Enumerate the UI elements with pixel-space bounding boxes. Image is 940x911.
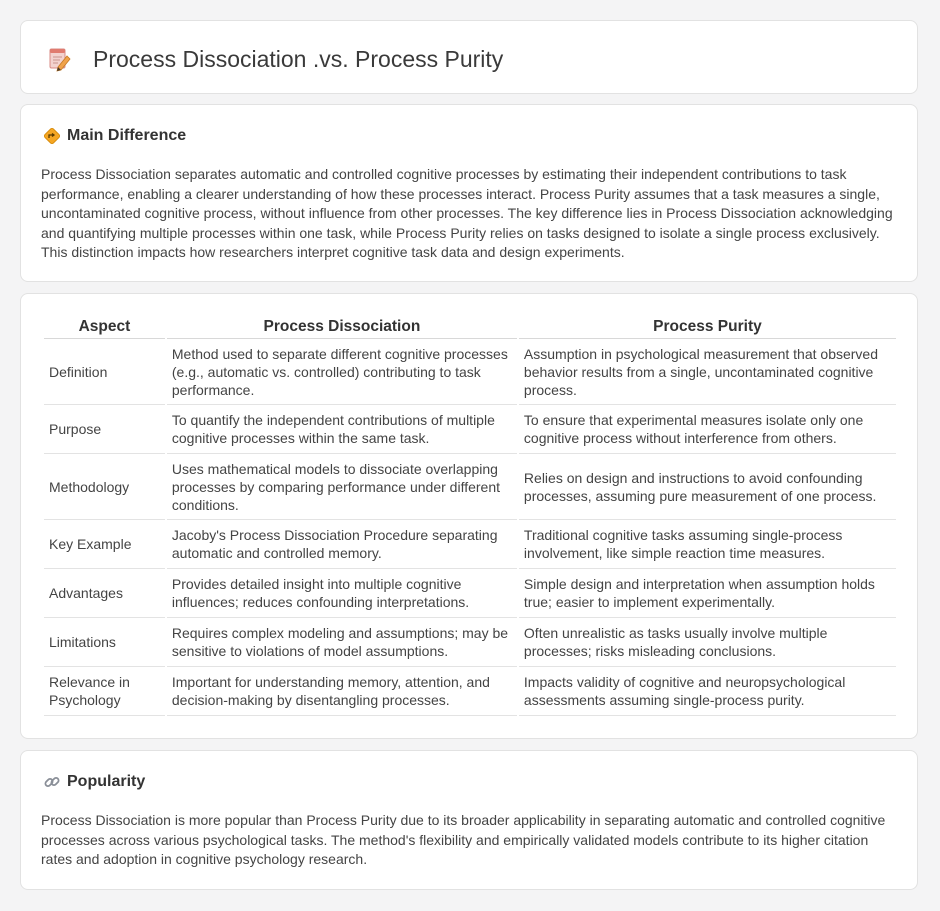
row-aspect: Purpose <box>44 405 165 454</box>
popularity-heading <box>43 773 145 791</box>
link-icon <box>43 773 61 791</box>
row-purity: Simple design and interpretation when assumption holds true; easier to implement experimentally. <box>519 569 896 618</box>
table-row <box>44 454 896 520</box>
row-purity: Assumption in psychological measurement that observed behavior results from a single, uncontaminated cognitive process. <box>519 339 896 405</box>
header-process-dissociation: Process Dissociation <box>167 316 517 339</box>
table-row <box>44 569 896 618</box>
row-aspect: Key Example <box>44 520 165 569</box>
table-row <box>44 618 896 667</box>
main-difference-heading <box>43 127 186 145</box>
row-aspect: Advantages <box>44 569 165 618</box>
header-aspect: Aspect <box>44 316 165 339</box>
row-purity: To ensure that experimental measures isolate only one cognitive process without interference from others. <box>519 405 896 454</box>
title-card <box>20 20 918 94</box>
row-dissociation: Provides detailed insight into multiple cognitive influences; reduces confounding interpretations. <box>167 569 517 618</box>
title-row <box>45 41 503 77</box>
notepad-pencil-icon <box>45 45 73 73</box>
table-header-row <box>44 316 896 339</box>
row-dissociation: Uses mathematical models to dissociate overlapping processes by comparing performance under different conditions. <box>167 454 517 520</box>
row-aspect: Relevance in Psychology <box>44 667 165 716</box>
diamond-directions-icon <box>43 127 61 145</box>
row-purity: Impacts validity of cognitive and neuropsychological assessments assuming single-process purity. <box>519 667 896 716</box>
main-difference-title: Main Difference <box>67 127 187 144</box>
row-aspect: Limitations <box>44 618 165 667</box>
comparison-table <box>42 316 898 716</box>
row-aspect: Methodology <box>44 454 165 520</box>
popularity-card <box>20 750 918 890</box>
main-difference-card <box>20 104 918 282</box>
row-dissociation: To quantify the independent contributions of multiple cognitive processes within the same task. <box>167 405 517 454</box>
table-row <box>44 339 896 405</box>
row-dissociation: Important for understanding memory, attention, and decision-making by disentangling processes. <box>167 667 517 716</box>
page-title: Process Dissociation .vs. Process Purity <box>93 45 504 72</box>
row-dissociation: Requires complex modeling and assumptions; may be sensitive to violations of model assumptions. <box>167 618 517 667</box>
main-difference-text: Process Dissociation separates automatic and controlled cognitive processes by estimating their independent contributions to task performance, enabling a clearer understanding of how these processes interact. Process Purity assumes that a task measures a single, uncontaminated cognitive process, without influence from other processes. The key difference lies in Process Dissociation acknowledging and quantifying multiple processes within one task, while Process Purity relies on tasks designed to isolate a single process exclusively. This distinction impacts how researchers interpret cognitive task data and design experiments. <box>41 166 893 261</box>
row-purity: Relies on design and instructions to avoid confounding processes, assuming pure measurement of one process. <box>519 454 896 520</box>
row-dissociation: Method used to separate different cognitive processes (e.g., automatic vs. controlled) contributing to task performance. <box>167 339 517 405</box>
row-purity: Often unrealistic as tasks usually involve multiple processes; risks misleading conclusions. <box>519 618 896 667</box>
comparison-card <box>20 293 918 739</box>
table-row <box>44 520 896 569</box>
row-dissociation: Jacoby's Process Dissociation Procedure separating automatic and controlled memory. <box>167 520 517 569</box>
table-row <box>44 405 896 454</box>
header-process-purity: Process Purity <box>519 316 896 339</box>
table-row <box>44 667 896 716</box>
popularity-title: Popularity <box>67 773 146 790</box>
row-aspect: Definition <box>44 339 165 405</box>
popularity-text: Process Dissociation is more popular than Process Purity due to its broader applicability in separating automatic and controlled cognitive processes across various psychological tasks. The method's flexibility and empirically validated models contribute to its higher citation rates and adoption in cognitive psychology research. <box>41 812 886 868</box>
row-purity: Traditional cognitive tasks assuming single-process involvement, like simple reaction time measures. <box>519 520 896 569</box>
